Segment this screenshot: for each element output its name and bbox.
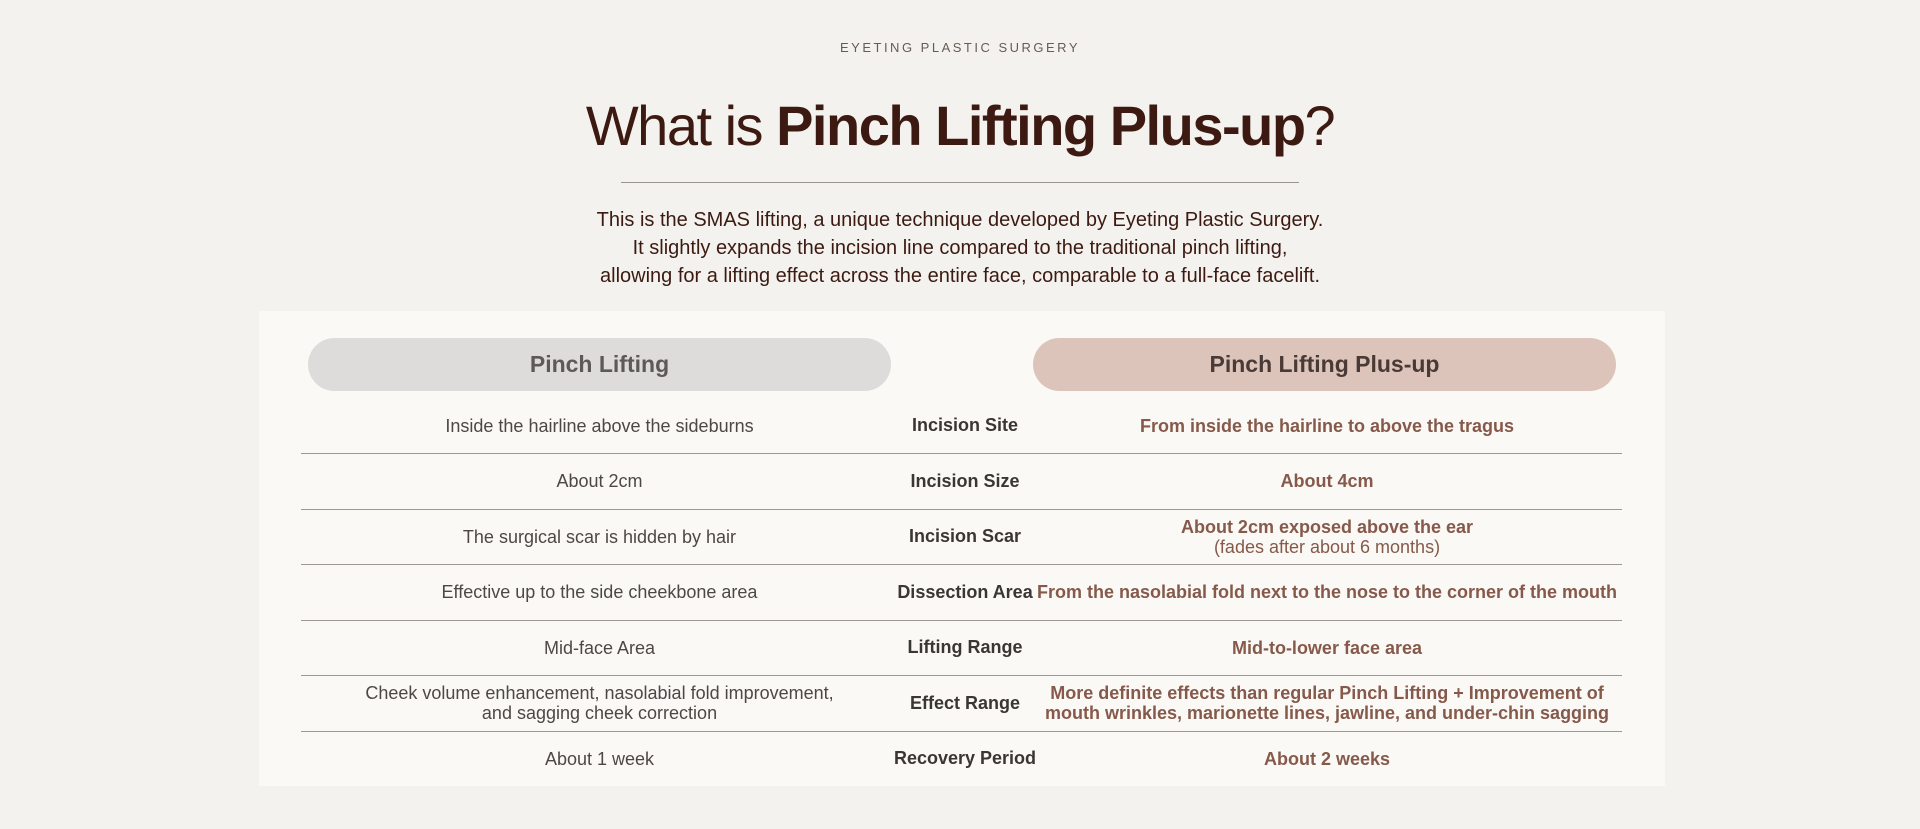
description-line: allowing for a lifting effect across the entire face, comparable to a full-face facelift. [600, 265, 1320, 287]
table-row [301, 620, 1622, 676]
plus-up-value [1032, 620, 1622, 675]
cell-text-line: About 2cm exposed above the ear [1180, 516, 1474, 537]
pinch-lifting-value [301, 676, 898, 731]
description-line: This is the SMAS lifting, a unique technique developed by Eyeting Plastic Surgery. [596, 209, 1324, 231]
row-label: Effect Range [909, 692, 1021, 713]
table-row [301, 454, 1622, 510]
pinch-lifting-value [301, 509, 898, 564]
plus-up-value [1032, 731, 1622, 786]
plus-up-value [1032, 398, 1622, 453]
description-line: It slightly expands the incision line compared to the traditional pinch lifting, [632, 237, 1288, 259]
cell-text-line: mouth wrinkles, marionette lines, jawline, and under-chin sagging [1044, 703, 1610, 723]
plus-up-value [1032, 565, 1622, 620]
cell-text-line: Mid-to-lower face area [1231, 637, 1423, 658]
cell-text-line: Effective up to the side cheekbone area [441, 582, 758, 602]
cell-text-line: About 4cm [1280, 471, 1374, 491]
title-highlight: Pinch Lifting Plus-up [776, 94, 1305, 157]
row-label: Recovery Period [893, 748, 1037, 768]
plus-up-value [1032, 509, 1622, 564]
plus-up-value [1032, 676, 1622, 731]
cell-text-line: Inside the hairline above the sideburns [445, 415, 754, 436]
cell-text-line: The surgical scar is hidden by hair [462, 526, 737, 547]
pinch-lifting-value [301, 620, 898, 675]
pinch-lifting-value [301, 454, 898, 509]
cell-text-line: From inside the hairline to above the tragus [1139, 415, 1515, 436]
title-prefix: What is [585, 94, 777, 157]
pinch-lifting-value [301, 398, 898, 453]
cell-text-line: Mid-face Area [543, 637, 656, 658]
cell-text-line: About 1 week [544, 748, 655, 769]
left-column-heading: Pinch Lifting [308, 338, 891, 391]
row-label: Incision Size [910, 470, 1020, 491]
row-label: Incision Scar [908, 526, 1022, 546]
cell-text-line: More definite effects than regular Pinch Lifting + Improvement of [1050, 683, 1604, 703]
cell-text-line: From the nasolabial fold next to the nose to the corner of the mouth [1036, 582, 1618, 602]
cell-text-line: Cheek volume enhancement, nasolabial fold improvement, [365, 683, 834, 703]
table-row [301, 398, 1622, 454]
comparison-table [259, 311, 1665, 786]
row-label: Lifting Range [907, 637, 1023, 657]
cell-text-line: and sagging cheek correction [481, 703, 718, 723]
cell-text-line: About 2 weeks [1263, 748, 1391, 769]
page-title [0, 90, 1920, 162]
row-label: Incision Site [911, 415, 1019, 435]
pinch-lifting-value [301, 565, 898, 620]
table-row [301, 509, 1622, 565]
brand-kicker: EYETING PLASTIC SURGERY [839, 40, 1081, 55]
cell-text-line: About 2cm [556, 471, 643, 491]
plus-up-value [1032, 454, 1622, 509]
title-divider [621, 182, 1299, 183]
table-row [301, 676, 1622, 732]
pinch-lifting-value [301, 731, 898, 786]
row-label: Dissection Area [897, 581, 1033, 602]
cell-subnote: (fades after about 6 months) [1213, 536, 1441, 557]
right-column-heading: Pinch Lifting Plus-up [1033, 338, 1616, 391]
table-row [301, 731, 1622, 786]
table-row [301, 565, 1622, 621]
description [0, 206, 1920, 290]
title-suffix: ? [1304, 94, 1335, 157]
